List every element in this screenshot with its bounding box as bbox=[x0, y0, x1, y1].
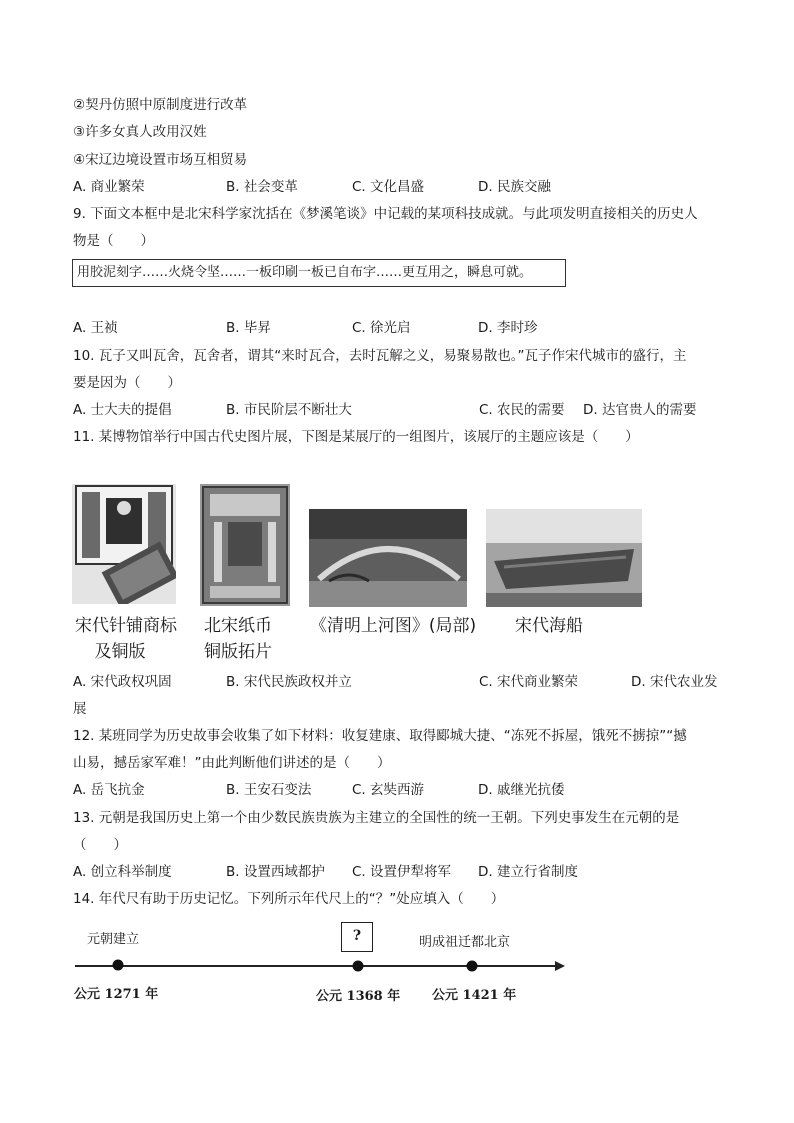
timeline-question-box: ? bbox=[341, 922, 373, 952]
caption-sea-ship: 宋代海船 bbox=[515, 616, 583, 636]
q12-stem-line1: 12. 某班同学为历史故事会收集了如下材料：收复建康、取得郾城大捷、“冻死不拆屋，饿死不掳掠”“撼 bbox=[73, 728, 687, 744]
statement-2: ②契丹仿照中原制度进行改革 bbox=[73, 97, 248, 113]
q11-option-d[interactable]: D. 宋代农业发 bbox=[631, 674, 718, 690]
timeline-dot-1271 bbox=[113, 960, 124, 971]
q13-option-c[interactable]: C. 设置伊犁将军 bbox=[352, 864, 452, 880]
timeline-dot-1421 bbox=[467, 961, 478, 972]
q13-option-a[interactable]: A. 创立科举制度 bbox=[73, 864, 172, 880]
q12-option-a[interactable]: A. 岳飞抗金 bbox=[73, 782, 145, 798]
q12-option-d[interactable]: D. 戚继光抗倭 bbox=[478, 782, 565, 798]
q13-stem-line1: 13. 元朝是我国历史上第一个由少数民族贵族为主建立的全国性的统一王朝。下列史事发生在元朝的是 bbox=[73, 810, 680, 826]
caption-paper-money-line1: 北宋纸币 bbox=[204, 616, 272, 636]
q12-option-b[interactable]: B. 王安石变法 bbox=[226, 782, 312, 798]
q13-stem-line2: （ ） bbox=[73, 837, 127, 853]
q9-option-d[interactable]: D. 李时珍 bbox=[478, 320, 538, 336]
timeline-axis bbox=[70, 956, 570, 976]
timeline-year-1271: 公元 1271 年 bbox=[74, 987, 159, 1002]
q8-option-b[interactable]: B. 社会变革 bbox=[226, 179, 298, 195]
q11-option-b[interactable]: B. 宋代民族政权并立 bbox=[226, 674, 352, 690]
song-sea-ship-image bbox=[486, 509, 642, 607]
caption-needle-shop-line1: 宋代针铺商标 bbox=[75, 616, 177, 636]
paper-money-rubbing-image bbox=[200, 484, 290, 606]
q11-option-d-wrap: 展 bbox=[73, 701, 87, 717]
q13-option-b[interactable]: B. 设置西域都护 bbox=[226, 864, 325, 880]
q10-option-c[interactable]: C. 农民的需要 bbox=[479, 402, 565, 418]
q9-option-c[interactable]: C. 徐光启 bbox=[352, 320, 411, 336]
q10-option-a[interactable]: A. 士大夫的提倡 bbox=[73, 402, 172, 418]
q9-quote-box: 用胶泥刻字……火烧令坚……一板印刷一板已自布字……更互用之，瞬息可就。 bbox=[72, 259, 566, 287]
q11-stem: 11. 某博物馆举行中国古代史图片展，下图是某展厅的一组图片，该展厅的主题应该是（ ） bbox=[73, 429, 639, 445]
timeline-arrow-icon bbox=[555, 961, 565, 971]
q13-option-d[interactable]: D. 建立行省制度 bbox=[478, 864, 578, 880]
q9-option-b[interactable]: B. 毕昇 bbox=[226, 320, 271, 336]
q9-stem-line2: 物是（ ） bbox=[73, 233, 154, 249]
q12-option-c[interactable]: C. 玄奘西游 bbox=[352, 782, 425, 798]
q12-stem-line2: 山易，撼岳家军难！”由此判断他们讲述的是（ ） bbox=[73, 755, 391, 771]
q10-stem-line1: 10. 瓦子又叫瓦舍，瓦舍者，谓其“来时瓦合，去时瓦解之义，易聚易散也。”瓦子作宋代城市的盛行，主 bbox=[73, 348, 687, 364]
caption-paper-money-line2: 铜版拓片 bbox=[204, 642, 272, 662]
timeline-year-1421: 公元 1421 年 bbox=[432, 988, 517, 1003]
caption-needle-shop-line2: 及铜版 bbox=[94, 642, 146, 662]
q10-stem-line2: 要是因为（ ） bbox=[73, 375, 181, 391]
timeline-label-yuan-founded: 元朝建立 bbox=[87, 932, 140, 947]
statement-3: ③许多女真人改用汉姓 bbox=[73, 124, 207, 140]
q8-option-d[interactable]: D. 民族交融 bbox=[478, 179, 551, 195]
needle-shop-trademark-image bbox=[72, 484, 176, 604]
timeline-year-1368: 公元 1368 年 bbox=[316, 989, 401, 1004]
q9-option-a[interactable]: A. 王祯 bbox=[73, 320, 118, 336]
q14-stem: 14. 年代尺有助于历史记忆。下列所示年代尺上的“？”处应填入（ ） bbox=[73, 891, 505, 907]
q10-option-d[interactable]: D. 达官贵人的需要 bbox=[583, 402, 697, 418]
qingming-painting-image bbox=[309, 509, 467, 607]
q8-option-c[interactable]: C. 文化昌盛 bbox=[352, 179, 425, 195]
statement-4: ④宋辽边境设置市场互相贸易 bbox=[73, 152, 248, 168]
q9-stem-line1: 9. 下面文本框中是北宋科学家沈括在《梦溪笔谈》中记载的某项科技成就。与此项发明直接相关的历史人 bbox=[73, 206, 698, 222]
timeline-label-capital-beijing: 明成祖迁都北京 bbox=[419, 935, 511, 950]
caption-qingming: 《清明上河图》(局部) bbox=[309, 616, 477, 636]
timeline-dot-1368 bbox=[353, 961, 364, 972]
q11-option-a[interactable]: A. 宋代政权巩固 bbox=[73, 674, 172, 690]
q10-option-b[interactable]: B. 市民阶层不断壮大 bbox=[226, 402, 352, 418]
q8-option-a[interactable]: A. 商业繁荣 bbox=[73, 179, 145, 195]
q11-option-c[interactable]: C. 宋代商业繁荣 bbox=[479, 674, 579, 690]
